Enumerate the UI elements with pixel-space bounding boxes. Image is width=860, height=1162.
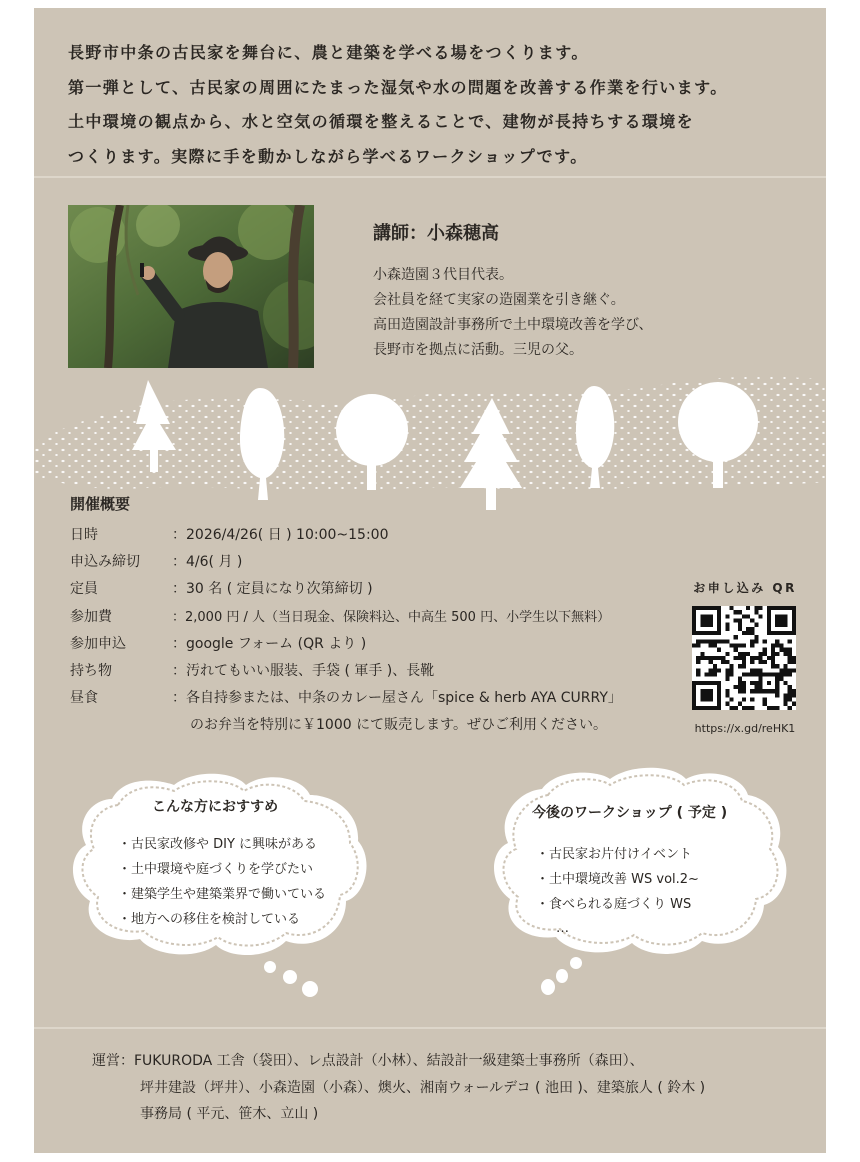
detail-row-deadline xyxy=(70,549,670,576)
bio-line: 小森造園３代目代表。 xyxy=(373,267,513,283)
detail-row-lunch-continued xyxy=(70,712,670,739)
cloud-bubbles xyxy=(34,755,826,1005)
recommend-item: ・古民家改修や DIY に興味がある xyxy=(118,837,318,852)
bio-line: 高田造園設計事務所で土中環境改善を学び、 xyxy=(373,317,653,333)
intro-line: 土中環境の観点から、水と空気の循環を整えることで、建物が長持ちする環境を xyxy=(68,112,695,131)
upcoming-item: ・土中環境改善 WS vol.2~ xyxy=(536,872,699,887)
detail-value: ：汚れてもいい服装、手袋 ( 軍手 )、長靴 xyxy=(172,662,435,679)
recommend-item: ・土中環境や庭づくりを学びたい xyxy=(118,862,314,877)
upcoming-item: ・食べられる庭づくり WS xyxy=(536,897,692,912)
detail-label: 参加申込 xyxy=(70,635,126,652)
upcoming-item: ・古民家お片付けイベント xyxy=(536,847,693,862)
bio-line: 会社員を経て実家の造園業を引き継ぐ。 xyxy=(373,292,625,308)
detail-label: 申込み締切 xyxy=(70,554,140,571)
detail-value: ：各自持参または、中条のカレー屋さん「spice & herb AYA CURRY」 xyxy=(172,690,622,707)
detail-row-capacity xyxy=(70,576,670,603)
event-details xyxy=(70,494,670,740)
detail-label: 持ち物 xyxy=(70,662,112,679)
intro-line: 長野市中条の古民家を舞台に、農と建築を学べる場をつくります。 xyxy=(68,43,589,62)
detail-value: ：2,000 円 / 人（当日現金、保険料込、中高生 500 円、小学生以下無料） xyxy=(172,609,611,625)
trees-illustration xyxy=(34,370,826,510)
detail-value: のお弁当を特別に￥1000 にて販売します。ぜひご利用ください。 xyxy=(190,717,607,734)
detail-row-belongings xyxy=(70,658,670,685)
qr-code[interactable] xyxy=(692,606,796,710)
details-title: 開催概要 xyxy=(70,495,131,513)
intro-line: つくります。実際に手を動かしながら学べるワークショップです。 xyxy=(68,146,588,166)
detail-label: 日時 xyxy=(70,527,98,543)
detail-label: 定員 xyxy=(70,581,98,598)
organizer-line: 坪井建設（坪井）、小森造園（小森）、燠火、湘南ウォールデコ ( 池田 )、建築旅人 ( 鈴木 ) xyxy=(140,1079,706,1096)
recommend-title: こんな方におすすめ xyxy=(152,799,279,815)
detail-value: ：4/6( 月 ) xyxy=(172,554,243,571)
instructor-photo xyxy=(68,205,314,368)
detail-row-fee xyxy=(70,604,670,631)
section-divider xyxy=(34,1027,826,1029)
recommend-item: ・建築学生や建築業界で働いている xyxy=(118,887,327,902)
detail-label: 参加費 xyxy=(70,608,112,625)
detail-value: ：30 名 ( 定員になり次第締切 ) xyxy=(172,581,373,598)
instructor-bio xyxy=(373,222,793,363)
intro-section xyxy=(34,8,826,176)
qr-url[interactable]: https://x.gd/reHK1 xyxy=(694,722,796,735)
instructor-name: 講師：小森穂高 xyxy=(373,223,499,244)
qr-title: お申し込み QR xyxy=(693,581,797,595)
upcoming-item: … xyxy=(556,921,569,936)
organizer-line: 運営：FUKURODA 工舎（袋田）、レ点設計（小林）、結設計一級建築士事務所（森田）、 xyxy=(92,1053,644,1069)
organizer-line: 事務局 ( 平元、笹木、立山 ) xyxy=(140,1106,319,1122)
section-divider xyxy=(34,176,826,178)
upcoming-title: 今後のワークショップ ( 予定 ) xyxy=(532,805,728,821)
thought-bubbles-right xyxy=(541,957,582,995)
thought-bubbles-left xyxy=(264,961,318,997)
bio-line: 長野市を拠点に活動。三児の父。 xyxy=(373,342,583,358)
detail-row-datetime xyxy=(70,522,670,549)
detail-value: ：google フォーム (QR より ) xyxy=(172,635,367,652)
organizers xyxy=(92,1048,812,1128)
detail-label: 昼食 xyxy=(70,690,98,707)
detail-value: ：2026/4/26( 日 ) 10:00~15:00 xyxy=(172,527,389,543)
detail-row-lunch xyxy=(70,685,670,712)
detail-row-application xyxy=(70,631,670,658)
intro-line: 第一弾として、古民家の周囲にたまった湿気や水の問題を改善する作業を行います。 xyxy=(68,77,728,97)
recommend-item: ・地方への移住を検討している xyxy=(118,912,301,927)
